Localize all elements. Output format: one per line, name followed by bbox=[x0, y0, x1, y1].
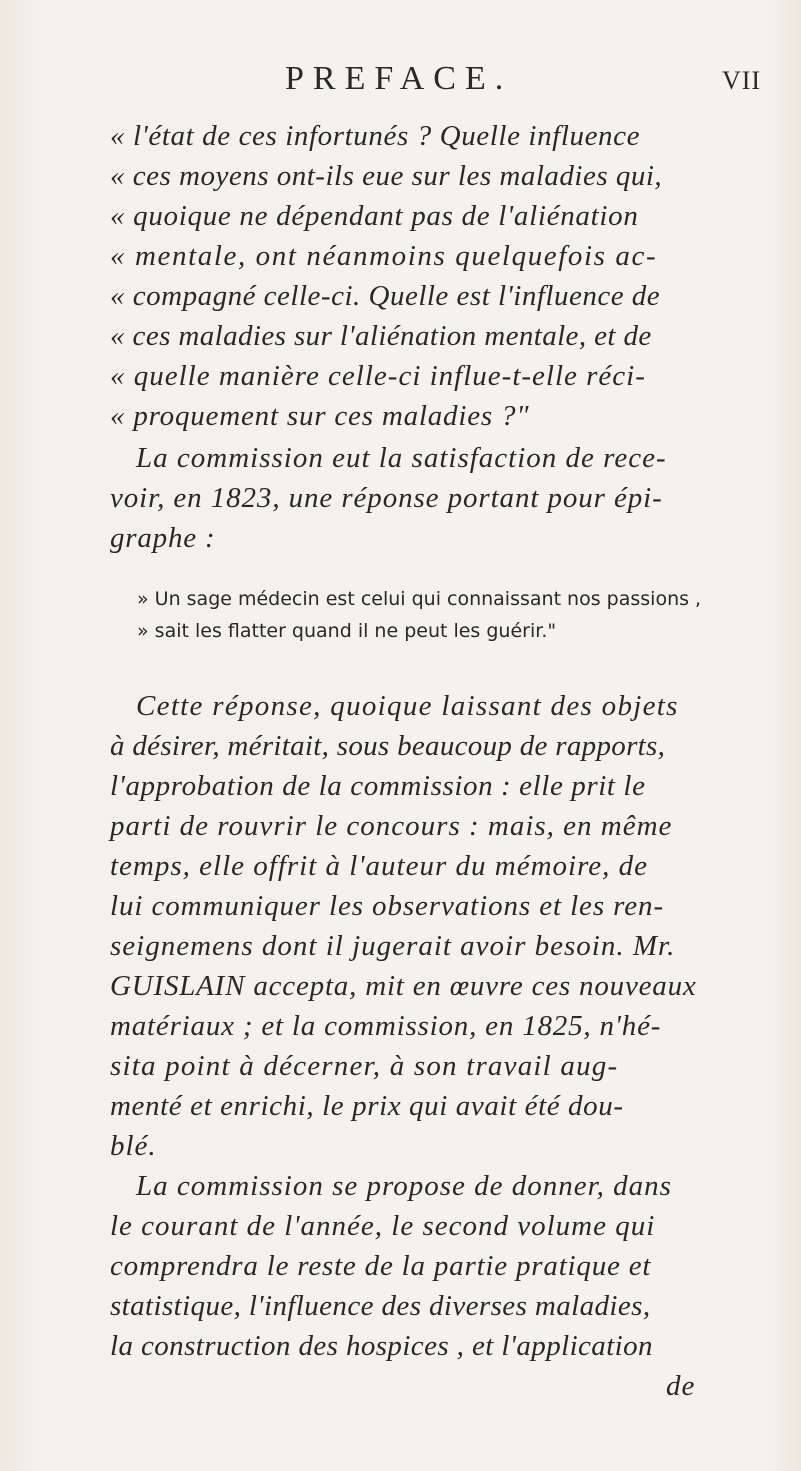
text-line: « compagné celle-ci. Quelle est l'influence de bbox=[110, 280, 661, 312]
running-title: PREFACE. bbox=[285, 60, 513, 97]
epigraph-line: » Un sage médecin est celui qui connaissant nos passions , bbox=[137, 588, 702, 610]
text-line: voir, en 1823, une réponse portant pour épi- bbox=[110, 482, 663, 514]
text-line: l'approbation de la commission : elle prit le bbox=[110, 770, 646, 802]
text-line: graphe : bbox=[110, 522, 216, 554]
text-line: le courant de l'année, le second volume qui bbox=[110, 1210, 656, 1242]
text-line: la construction des hospices , et l'application bbox=[110, 1330, 653, 1362]
text-line: « quelle manière celle-ci influe-t-elle réci- bbox=[110, 360, 646, 392]
text-line: parti de rouvrir le concours : mais, en même bbox=[110, 810, 673, 842]
text-line: « quoique ne dépendant pas de l'aliénation bbox=[110, 200, 639, 232]
text-line: sita point à décerner, à son travail aug- bbox=[110, 1050, 619, 1082]
text-line: « proquement sur ces maladies ?" bbox=[110, 400, 530, 432]
text-line: « mentale, ont néanmoins quelquefois ac- bbox=[110, 240, 658, 272]
running-head bbox=[0, 60, 801, 100]
text-line: La commission se propose de donner, dans bbox=[136, 1170, 672, 1202]
text-line: lui communiquer les observations et les ren- bbox=[110, 890, 664, 922]
text-line: « l'état de ces infortunés ? Quelle influence bbox=[110, 120, 641, 152]
text-line: comprendra le reste de la partie pratique et bbox=[110, 1250, 652, 1282]
text-line: Cette réponse, quoique laissant des objets bbox=[136, 690, 679, 722]
page-number: VII bbox=[722, 66, 762, 95]
catchword: de bbox=[666, 1370, 696, 1402]
epigraph-line: » sait les flatter quand il ne peut les guérir." bbox=[137, 620, 557, 642]
text-line: La commission eut la satisfaction de rece- bbox=[136, 442, 667, 474]
text-line: « ces moyens ont-ils eue sur les maladies qui, bbox=[110, 160, 663, 192]
text-line: menté et enrichi, le prix qui avait été dou- bbox=[110, 1090, 624, 1122]
text-line: temps, elle offrit à l'auteur du mémoire, de bbox=[110, 850, 649, 882]
text-line: à désirer, méritait, sous beaucoup de rapports, bbox=[110, 730, 666, 762]
text-line: seignemens dont il jugerait avoir besoin. Mr. bbox=[110, 930, 676, 962]
text-line: blé. bbox=[110, 1130, 157, 1162]
text-line: statistique, l'influence des diverses maladies, bbox=[110, 1290, 651, 1322]
text-line: matériaux ; et la commission, en 1825, n'hé- bbox=[110, 1010, 662, 1042]
text-line: GUISLAIN accepta, mit en œuvre ces nouveaux bbox=[110, 970, 697, 1002]
text-line: « ces maladies sur l'aliénation mentale, et de bbox=[110, 320, 652, 352]
